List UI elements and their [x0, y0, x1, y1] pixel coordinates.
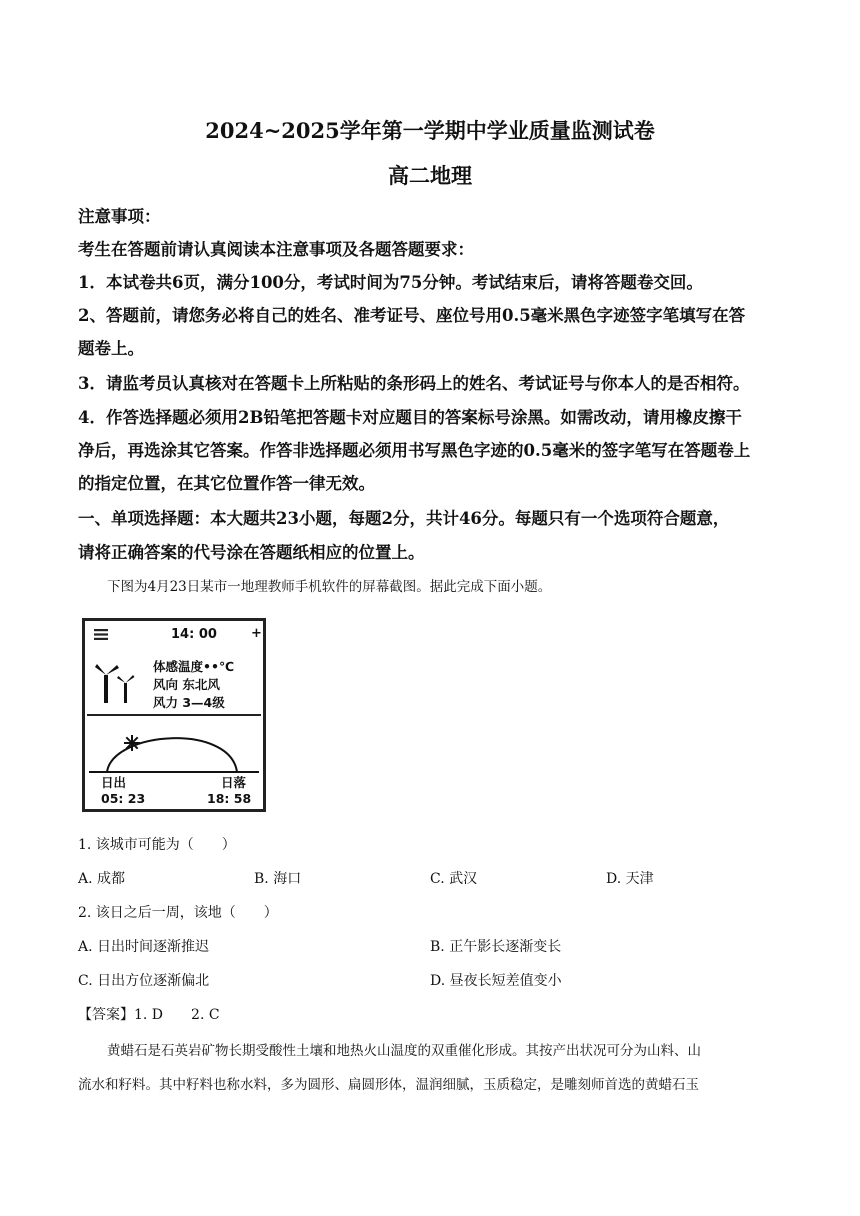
notice-intro: 考生在答题前请认真阅读本注意事项及各题答题要求： — [78, 240, 474, 259]
notice-item: 4．作答选择题必须用2B铅笔把答题卡对应题目的答案标号涂黑。如需改动，请用橡皮擦干 — [78, 408, 742, 427]
wind-turbine-icon — [93, 661, 141, 705]
question-stem: 1. 该城市可能为（ ） — [78, 837, 236, 853]
notice-item: 题卷上。 — [78, 339, 144, 358]
menu-icon — [94, 629, 108, 640]
sunset-time: 18: 58 — [207, 791, 252, 806]
feel-temperature: 体感温度••℃ — [153, 659, 235, 674]
question-stem: 2. 该日之后一周，该地（ ） — [78, 905, 278, 921]
notice-item: 2、答题前，请您务必将自己的姓名、准考证号、座位号用0.5毫米黑色字迹签字笔填写在答 — [78, 306, 746, 325]
notice-item: 的指定位置，在其它位置作答一律无效。 — [78, 474, 375, 493]
notice-item: 3．请监考员认真核对在答题卡上所粘贴的条形码上的姓名、考试证号与你本人的是否相符。 — [78, 374, 750, 393]
option-d: D. 昼夜长短差值变小 — [430, 973, 562, 989]
notice-heading: 注意事项： — [78, 207, 161, 226]
wind-force: 风力 3—4级 — [153, 695, 225, 710]
subject-subtitle: 高二地理 — [388, 163, 472, 188]
section-heading: 一、单项选择题：本大题共23小题，每题2分，共计46分。每题只有一个选项符合题意， — [78, 509, 730, 528]
notice-item: 1．本试卷共6页，满分100分，考试时间为75分钟。考试结束后，请将答题卷交回。 — [78, 273, 703, 292]
question-intro: 下图为4月23日某市一地理教师手机软件的屏幕截图。据此完成下面小题。 — [107, 579, 552, 595]
sunrise-time: 05: 23 — [101, 791, 146, 806]
sun-path-arc — [85, 721, 263, 781]
phone-divider — [87, 714, 261, 716]
phone-time: 14: 00 — [171, 627, 217, 642]
figure-mark — [168, 810, 180, 811]
wind-direction: 风向 东北风 — [153, 677, 220, 692]
option-a: A. 日出时间逐渐推迟 — [78, 939, 210, 955]
answer-text: 1. D 2. C — [134, 1007, 220, 1023]
exam-title: 2024~2025学年第一学期中学业质量监测试卷 — [205, 118, 655, 143]
answer-label: 【答案】 — [78, 1007, 134, 1023]
option-b: B. 正午影长逐渐变长 — [430, 939, 562, 955]
phone-screenshot-figure — [82, 618, 266, 812]
option-c: C. 日出方位逐渐偏北 — [78, 973, 210, 989]
option-c: C. 武汉 — [430, 871, 478, 887]
answer-line — [78, 1004, 220, 1024]
option-a: A. 成都 — [78, 871, 126, 887]
phone-status-bar — [85, 621, 263, 649]
section-heading-cont: 请将正确答案的代号涂在答题纸相应的位置上。 — [78, 543, 425, 562]
option-d: D. 天津 — [606, 871, 654, 887]
sunrise-label: 日出 — [101, 775, 127, 790]
passage-line: 黄蜡石是石英岩矿物长期受酸性土壤和地热火山温度的双重催化形成。其按产出状况可分为山料、山 — [107, 1043, 701, 1059]
passage-line: 流水和籽料。其中籽料也称水料，多为圆形、扁圆形体，温润细腻，玉质稳定，是雕刻师首选的黄蜡石玉 — [78, 1077, 699, 1093]
option-b: B. 海口 — [254, 871, 302, 887]
plus-icon: + — [251, 626, 262, 641]
sunset-label: 日落 — [221, 775, 247, 790]
sun-icon — [123, 734, 141, 752]
notice-item: 净后，再选涂其它答案。作答非选择题必须用书写黑色字迹的0.5毫米的签字笔写在答题卷上 — [78, 441, 751, 460]
